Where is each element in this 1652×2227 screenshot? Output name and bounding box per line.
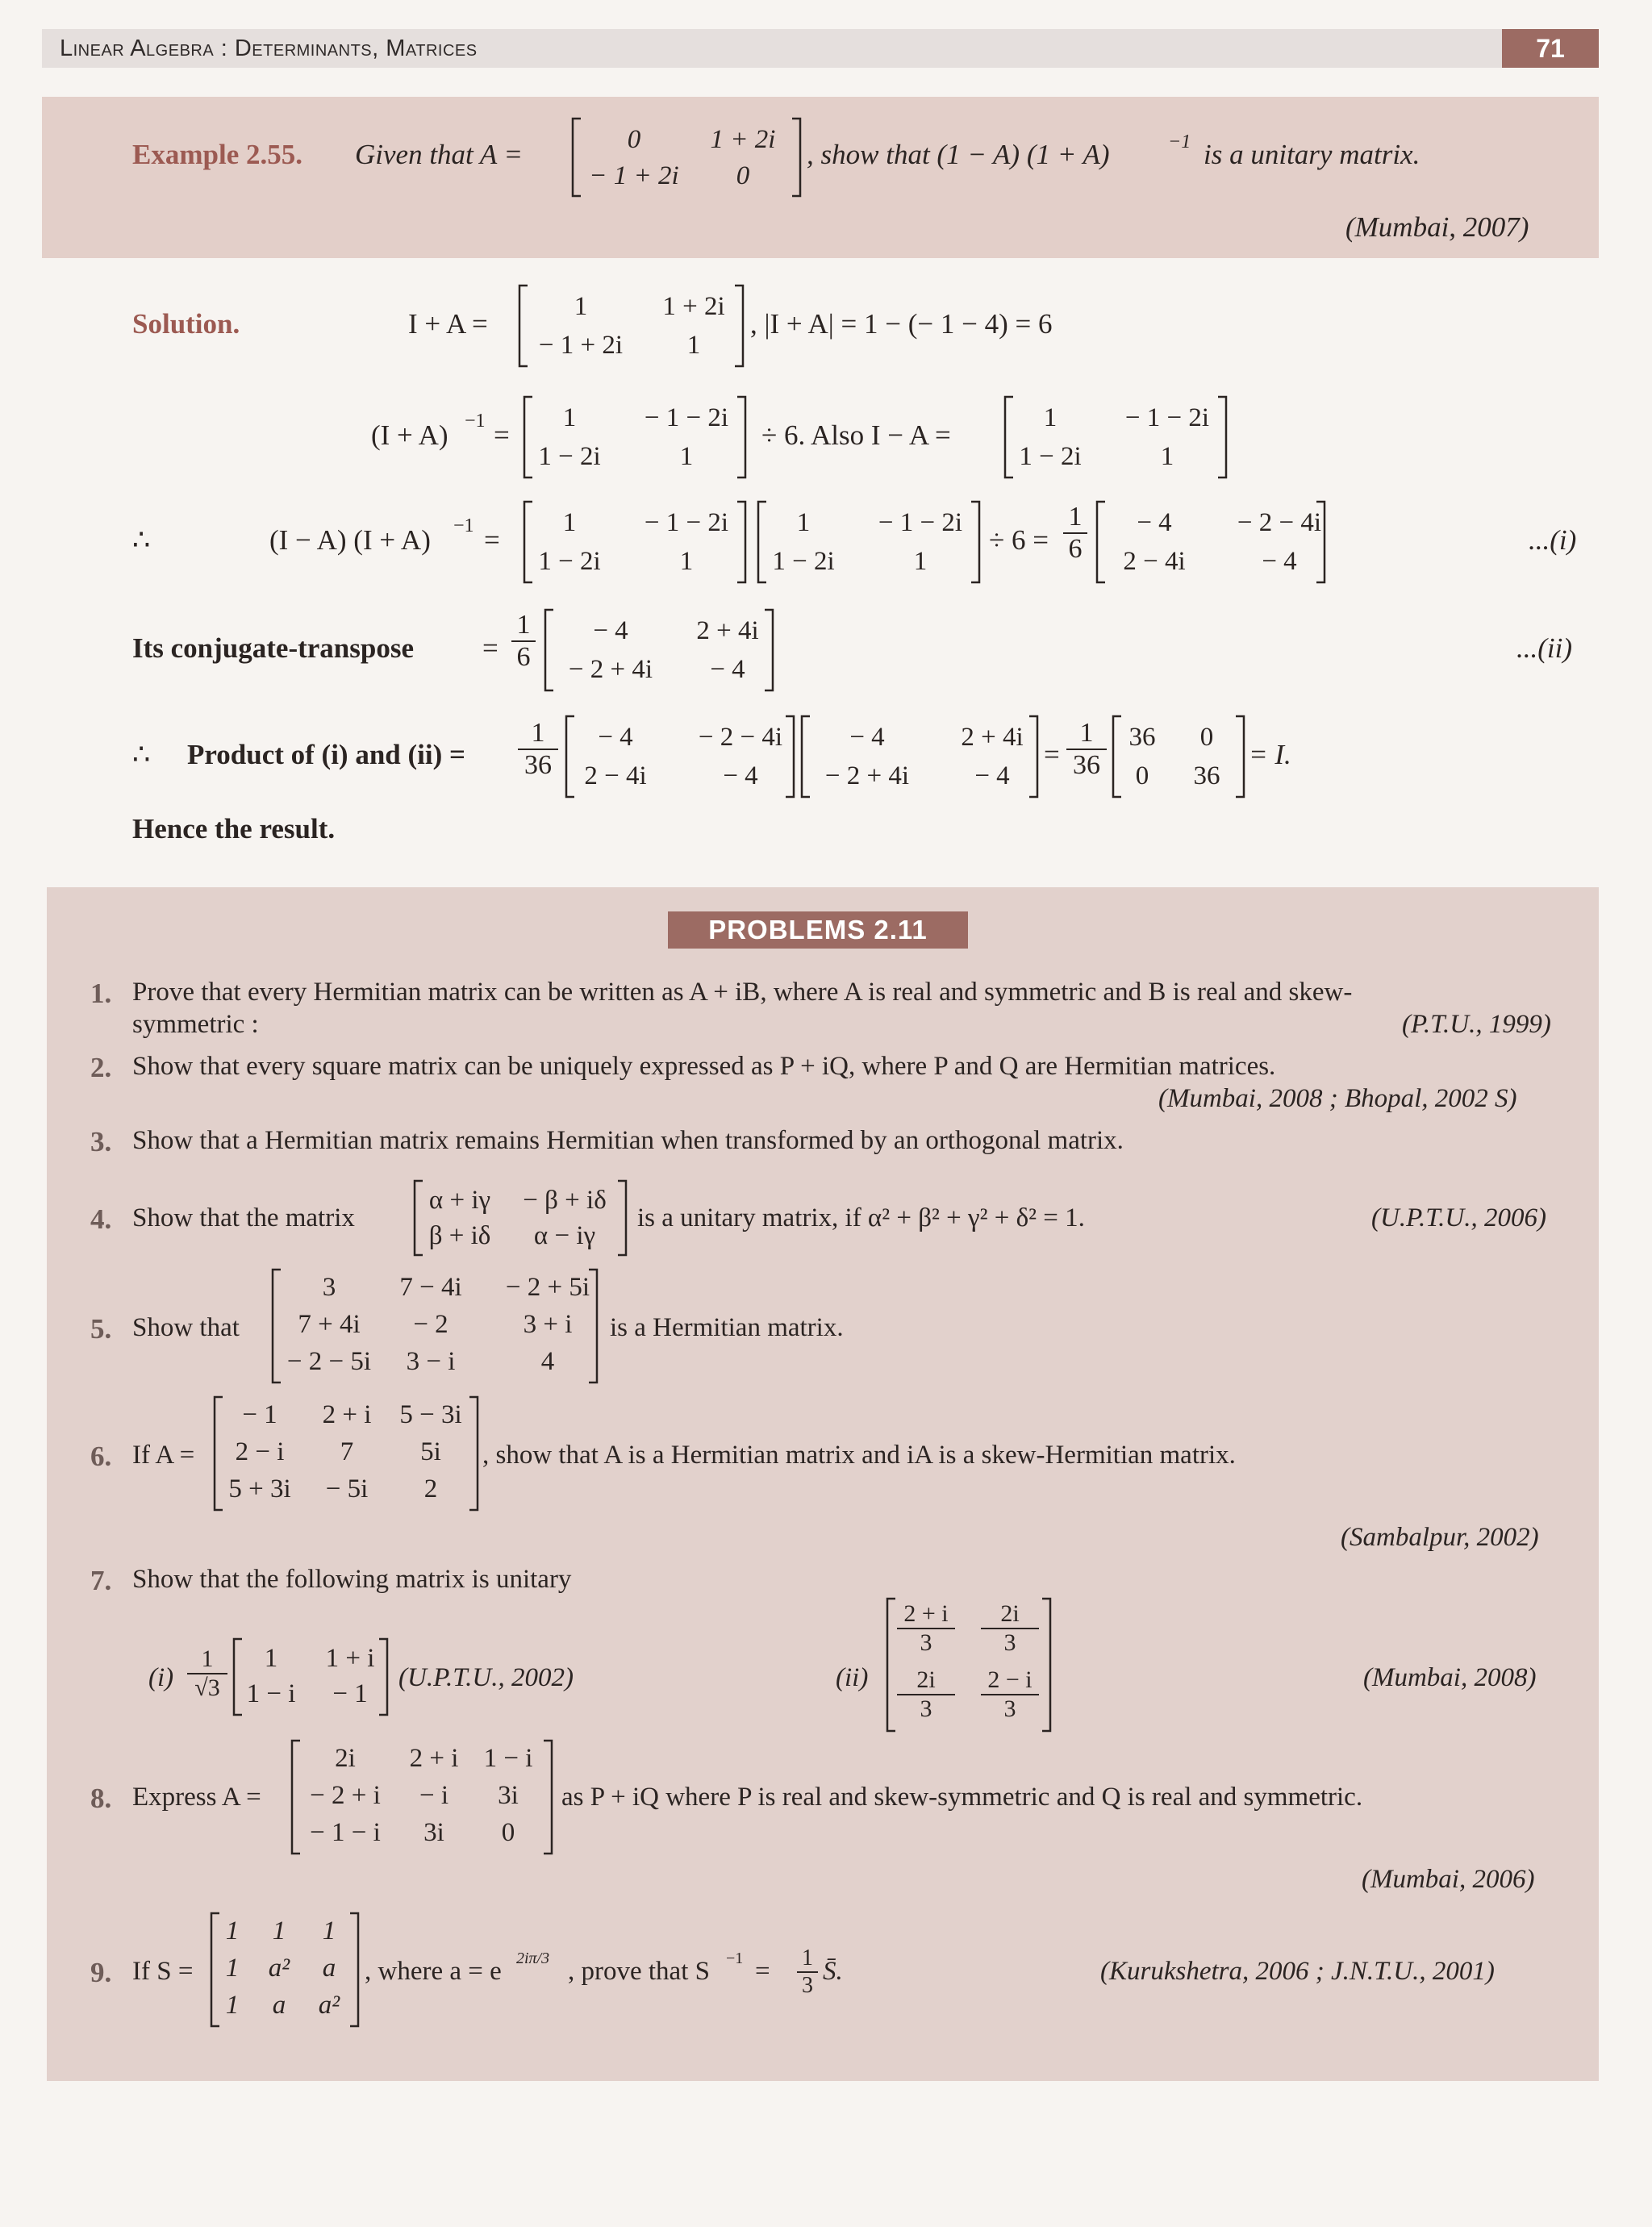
problem-6-source: (Sambalpur, 2002) — [1341, 1523, 1539, 1552]
matrix-cell: 2i — [335, 1744, 356, 1773]
sol-l4-matrix — [542, 608, 776, 692]
matrix-cell: 4 — [540, 1347, 555, 1376]
example-text-b: , show that (1 − A) (1 + A) — [807, 139, 1110, 170]
problem-7-ii-matrix — [884, 1597, 1053, 1733]
problem-9-text-c: , prove that S — [568, 1957, 710, 1986]
fraction-numerator: 2 + i — [897, 1600, 955, 1629]
matrix-cell: 1 − 2i — [538, 547, 601, 576]
sol-l2-eq: = — [494, 419, 510, 451]
page-number: 71 — [1502, 29, 1599, 68]
matrix-cell-fraction — [897, 1666, 955, 1723]
problem-7-i-source: (U.P.T.U., 2002) — [398, 1663, 574, 1692]
problem-4-source: (U.P.T.U., 2006) — [1371, 1203, 1546, 1232]
matrix-cell: − 4 — [974, 761, 1010, 790]
problem-7-i-matrix — [231, 1637, 390, 1716]
fraction-denominator: 3 — [1003, 1629, 1016, 1656]
matrix-cell: 2 − 4i — [584, 761, 647, 790]
problems-heading: PROBLEMS 2.11 — [668, 911, 968, 949]
sol-l5-matrix-c — [1110, 715, 1247, 799]
sol-l5-matrix-a — [563, 715, 797, 799]
matrix-cell: − 2 + 4i — [824, 761, 910, 790]
matrix-cell: − 1 − 2i — [878, 508, 963, 537]
matrix-cell: 1 + 2i — [662, 292, 725, 321]
fraction-numerator: 2 − i — [981, 1666, 1039, 1695]
fraction-denominator: 3 — [920, 1695, 932, 1722]
problem-6-number: 6. — [90, 1441, 112, 1472]
example-sup: −1 — [1168, 131, 1191, 152]
matrix-cell: 1 − 2i — [772, 547, 835, 576]
matrix-cell: − 5i — [325, 1474, 369, 1503]
example-matrix — [569, 117, 803, 198]
matrix-cell: 1 — [225, 1954, 240, 1983]
problem-7-i-label: (i) — [148, 1663, 174, 1692]
sol-l2-sup: −1 — [465, 411, 486, 432]
matrix-cell: 2 + i — [409, 1744, 459, 1773]
matrix-cell: − 4 — [1262, 547, 1297, 576]
fraction-numerator: 1 — [518, 718, 558, 750]
matrix-cell: − 2 + 5i — [505, 1273, 590, 1302]
matrix-cell: a — [272, 1991, 286, 2020]
sol-l5-fraction — [518, 718, 558, 781]
sol-l1-rhs: , |I + A| = 1 − (− 1 − 4) = 6 — [750, 308, 1053, 340]
matrix-cell: 1 — [913, 547, 928, 576]
matrix-cell: − 4 — [593, 616, 628, 645]
problem-9-text-d: = — [755, 1957, 770, 1986]
equation-tag-i: ...(i) — [1529, 524, 1577, 556]
fraction-numerator: 1 — [797, 1945, 818, 1973]
matrix-cell: 7 + 4i — [298, 1310, 361, 1339]
matrix-cell: 1 − 2i — [538, 442, 601, 471]
matrix-cell: 0 — [1199, 723, 1214, 752]
matrix-cell: 1 − i — [246, 1679, 296, 1708]
matrix-cell: 2 + 4i — [961, 723, 1024, 752]
matrix-cell: 1 — [679, 547, 694, 576]
problem-8-text-b: as P + iQ where P is real and skew-symmetric and Q is real and symmetric. — [561, 1783, 1363, 1812]
matrix-cell: a² — [268, 1954, 290, 1983]
matrix-cell: 3 + i — [523, 1310, 573, 1339]
sol-l3-div: ÷ 6 = — [989, 524, 1049, 556]
problem-9-exponent-2: −1 — [726, 1950, 744, 1967]
problem-7-i-fraction — [187, 1645, 227, 1702]
fraction-denominator: 3 — [802, 1973, 813, 1998]
sol-l4-lhs: Its conjugate-transpose — [132, 632, 415, 664]
sol-l3-matrix-a — [521, 500, 749, 584]
matrix-cell: − 4 — [598, 723, 633, 752]
matrix-cell: 1 − 2i — [1019, 442, 1082, 471]
example-text-a: Given that A = — [355, 139, 524, 170]
sol-l5-eq: = — [1044, 739, 1060, 770]
matrix-cell: 7 − 4i — [399, 1273, 462, 1302]
sol-l5-lhs: Product of (i) and (ii) = — [187, 739, 465, 770]
matrix-cell: 1 — [562, 508, 577, 537]
problem-8-text-a: Express A = — [132, 1783, 261, 1812]
sol-l5-end: = I. — [1249, 739, 1291, 770]
problem-4-number: 4. — [90, 1203, 112, 1235]
matrix-cell: 2 + 4i — [696, 616, 759, 645]
matrix-cell-fraction — [981, 1600, 1039, 1657]
problem-9-fraction — [797, 1945, 818, 1999]
therefore-sign: ∴ — [132, 524, 151, 556]
problem-9-matrix — [208, 1912, 361, 2028]
problem-4-text-a: Show that the matrix — [132, 1203, 355, 1232]
problem-9-number: 9. — [90, 1957, 112, 1988]
matrix-cell: 7 — [340, 1437, 354, 1466]
matrix-cell: − 1 − 2i — [644, 403, 729, 432]
problem-1-source: (P.T.U., 1999) — [1402, 1010, 1551, 1039]
matrix-cell: − 2 + i — [310, 1781, 381, 1810]
sol-l5-fraction-2 — [1066, 718, 1107, 781]
fraction-denominator: 6 — [1068, 534, 1083, 564]
fraction-numerator: 1 — [1063, 502, 1087, 534]
problem-2-text: Show that every square matrix can be uniquely expressed as P + iQ, where P and Q are Hermitian matrices. — [132, 1052, 1276, 1081]
problem-5-matrix — [269, 1268, 600, 1384]
sol-l3-lhs: (I − A) (I + A) — [269, 524, 431, 556]
matrix-cell: a — [322, 1954, 336, 1983]
therefore-sign-2: ∴ — [132, 739, 151, 770]
matrix-cell: − 4 — [849, 723, 885, 752]
matrix-cell: 36 — [1128, 723, 1156, 752]
matrix-cell: − 2 + 4i — [568, 655, 653, 684]
problem-3-text: Show that a Hermitian matrix remains Hermitian when transformed by an orthogonal matrix. — [132, 1126, 1124, 1155]
matrix-cell: α + iγ — [428, 1186, 491, 1215]
matrix-cell: − 2 — [413, 1310, 448, 1339]
problem-1-text: Prove that every Hermitian matrix can be written as A + iB, where A is real and symmetric and B is real and skew- — [132, 978, 1353, 1007]
matrix-cell: 0 — [627, 125, 641, 154]
sol-l3-matrix-b — [755, 500, 982, 584]
problem-8-matrix — [289, 1739, 555, 1855]
sol-l1-lhs: I + A = — [408, 308, 488, 340]
sol-l3-eq: = — [484, 524, 500, 556]
problem-2-source: (Mumbai, 2008 ; Bhopal, 2002 S) — [1158, 1084, 1517, 1113]
matrix-cell: 0 — [501, 1818, 515, 1847]
problem-9-text-b: , where a = e — [365, 1957, 502, 1986]
problem-9-text-a: If S = — [132, 1957, 194, 1986]
sol-l3-matrix-c — [1094, 500, 1328, 584]
matrix-cell: 2 − 4i — [1123, 547, 1186, 576]
matrix-cell: − 2 − 4i — [698, 723, 783, 752]
matrix-cell: 36 — [1193, 761, 1220, 790]
matrix-cell: − 1 + 2i — [538, 331, 624, 360]
problem-6-text-b: , show that A is a Hermitian matrix and iA is a skew-Hermitian matrix. — [482, 1441, 1236, 1470]
matrix-cell: 5 + 3i — [228, 1474, 291, 1503]
problem-7-ii-source: (Mumbai, 2008) — [1363, 1663, 1537, 1692]
matrix-cell: 3 − i — [406, 1347, 456, 1376]
equation-tag-ii: ...(ii) — [1516, 632, 1573, 664]
matrix-cell: 1 — [264, 1644, 278, 1673]
matrix-cell: 1 — [796, 508, 811, 537]
matrix-cell: 1 — [1160, 442, 1174, 471]
sol-l1-matrix — [516, 284, 746, 368]
matrix-cell: 1 — [225, 1916, 240, 1945]
matrix-cell: 3i — [498, 1781, 519, 1810]
matrix-cell: 5i — [420, 1437, 441, 1466]
problem-8-source: (Mumbai, 2006) — [1362, 1865, 1535, 1894]
sol-l2-matrix-2 — [1002, 395, 1229, 479]
matrix-cell: a² — [318, 1991, 340, 2020]
fraction-denominator: 3 — [920, 1629, 932, 1656]
problem-4-text-b: is a unitary matrix, if α² + β² + γ² + δ² = 1. — [637, 1203, 1085, 1232]
matrix-cell: − 1 − 2i — [644, 508, 729, 537]
sol-l3-sup: −1 — [453, 515, 474, 536]
problem-6-matrix — [211, 1395, 481, 1512]
matrix-cell: 1 + 2i — [710, 125, 776, 154]
matrix-cell: − 1 − 2i — [1124, 403, 1210, 432]
problem-5-text-a: Show that — [132, 1313, 240, 1342]
matrix-cell: 3i — [423, 1818, 444, 1847]
matrix-cell: 1 — [679, 442, 694, 471]
problem-6-text-a: If A = — [132, 1441, 195, 1470]
fraction-numerator: 1 — [187, 1645, 227, 1674]
problem-8-number: 8. — [90, 1783, 112, 1814]
matrix-cell-fraction — [981, 1666, 1039, 1723]
matrix-cell: 0 — [736, 161, 750, 190]
solution-conclusion: Hence the result. — [132, 813, 336, 845]
matrix-cell: 1 — [686, 331, 701, 360]
fraction-numerator: 1 — [1066, 718, 1107, 750]
matrix-cell: − 2 − 5i — [286, 1347, 372, 1376]
problem-2-number: 2. — [90, 1052, 112, 1083]
example-text-c: is a unitary matrix. — [1204, 139, 1420, 170]
matrix-cell: − i — [419, 1781, 449, 1810]
fraction-denominator: 6 — [516, 642, 531, 672]
fraction-denominator: 36 — [524, 750, 552, 780]
problem-7-number: 7. — [90, 1565, 112, 1596]
matrix-cell: − 4 — [723, 761, 758, 790]
sol-l2-matrix — [521, 395, 749, 479]
matrix-cell: 2 + i — [322, 1400, 372, 1429]
matrix-cell: 1 — [1043, 403, 1058, 432]
sol-l2-lhs: (I + A) — [371, 419, 448, 451]
matrix-cell: 1 — [574, 292, 588, 321]
matrix-cell: α − iγ — [533, 1221, 596, 1250]
matrix-cell: 1 — [272, 1916, 286, 1945]
running-header-title: Linear Algebra : Determinants, Matrices — [60, 35, 478, 61]
sol-l4-fraction — [511, 610, 536, 673]
matrix-cell: − 4 — [710, 655, 745, 684]
sol-l3-fraction — [1063, 502, 1087, 565]
matrix-cell: 1 − i — [483, 1744, 533, 1773]
matrix-cell: β + iδ — [428, 1221, 491, 1250]
matrix-cell: 3 — [322, 1273, 336, 1302]
sol-l5-matrix-b — [799, 715, 1041, 799]
problem-5-text-b: is a Hermitian matrix. — [610, 1313, 844, 1342]
problem-7-text: Show that the following matrix is unitary — [132, 1565, 572, 1594]
matrix-cell: − 1 − i — [310, 1818, 381, 1847]
sol-l2-mid: ÷ 6. Also I − A = — [761, 419, 951, 451]
matrix-cell: − 1 — [242, 1400, 277, 1429]
problem-9-text-e: S̄. — [823, 1957, 843, 1986]
matrix-cell: 2 — [423, 1474, 438, 1503]
matrix-cell: − 1 + 2i — [589, 161, 679, 190]
problem-5-number: 5. — [90, 1313, 112, 1345]
matrix-cell: 1 — [322, 1916, 336, 1945]
matrix-cell: − 4 — [1137, 508, 1172, 537]
example-source: (Mumbai, 2007) — [1345, 211, 1529, 243]
problem-3-number: 3. — [90, 1126, 112, 1157]
problem-1-text-cont: symmetric : — [132, 1010, 259, 1039]
fraction-numerator: 1 — [511, 610, 536, 642]
problem-1-number: 1. — [90, 978, 112, 1009]
sol-l4-eq: = — [482, 632, 499, 664]
fraction-numerator: 2i — [981, 1600, 1039, 1629]
fraction-denominator: √3 — [194, 1674, 220, 1701]
solution-label: Solution. — [132, 308, 240, 340]
matrix-cell: 1 — [225, 1991, 240, 2020]
matrix-cell: 5 − 3i — [399, 1400, 462, 1429]
matrix-cell: − 1 — [332, 1679, 368, 1708]
fraction-denominator: 36 — [1073, 750, 1100, 780]
matrix-cell: 1 — [562, 403, 577, 432]
matrix-cell-fraction — [897, 1600, 955, 1657]
fraction-denominator: 3 — [1003, 1695, 1016, 1722]
matrix-cell: 2 − i — [235, 1437, 285, 1466]
problem-4-matrix — [411, 1179, 629, 1257]
problem-9-source: (Kurukshetra, 2006 ; J.N.T.U., 2001) — [1100, 1957, 1495, 1986]
example-label: Example 2.55. — [132, 139, 302, 170]
problem-9-exponent: 2iπ/3 — [516, 1950, 550, 1967]
matrix-cell: 0 — [1135, 761, 1149, 790]
matrix-cell: − 2 − 4i — [1237, 508, 1322, 537]
matrix-cell: − β + iδ — [523, 1186, 607, 1215]
problem-7-ii-label: (ii) — [836, 1663, 869, 1692]
fraction-numerator: 2i — [897, 1666, 955, 1695]
matrix-cell: 1 + i — [325, 1644, 375, 1673]
